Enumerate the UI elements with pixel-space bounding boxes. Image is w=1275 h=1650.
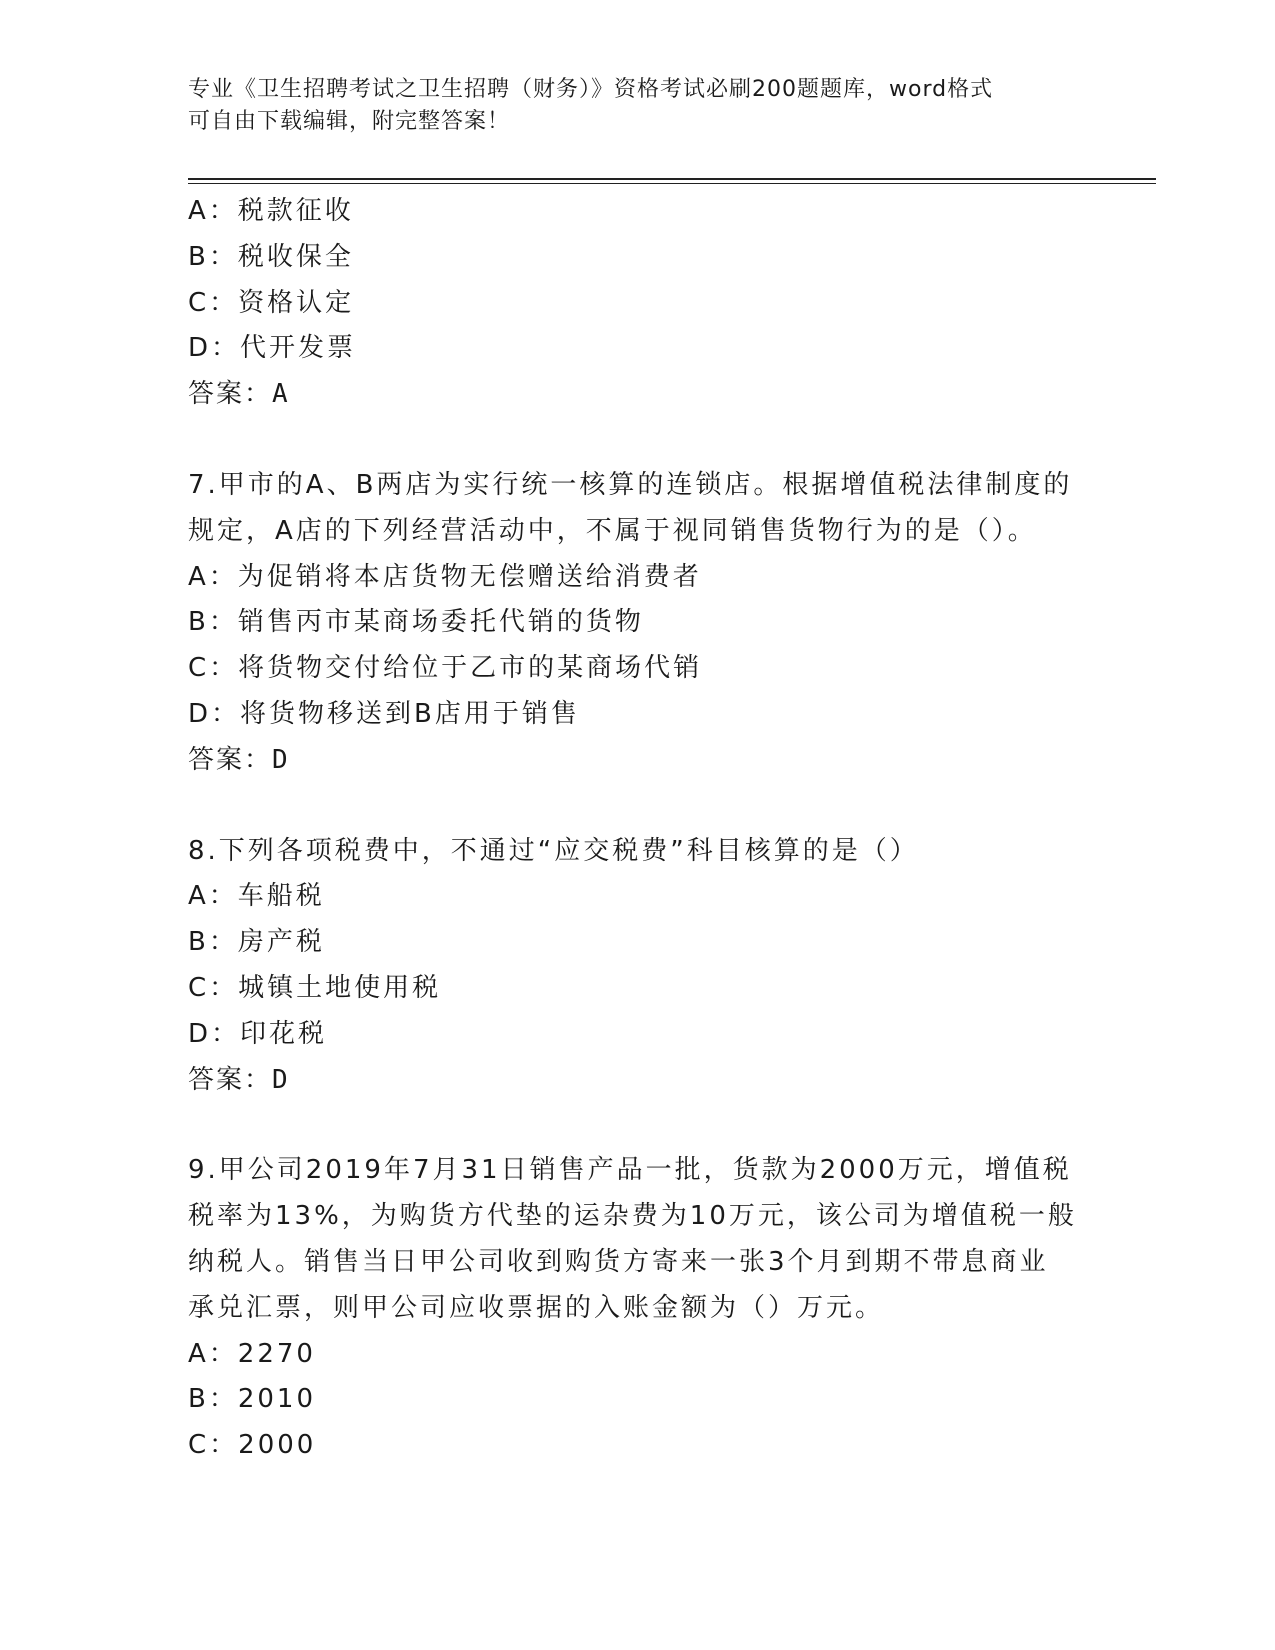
spacer [188, 784, 1088, 829]
question-stem-line: 9.甲公司2019年7月31日销售产品一批，货款为2000万元，增值税 [188, 1155, 1072, 1186]
option-a: A：为促销将本店货物无偿赠送给消费者 [188, 561, 702, 592]
option-a: A：车船税 [188, 881, 325, 912]
spacer [188, 418, 1088, 463]
question-7 [188, 463, 1088, 784]
question-stem-line: 承兑汇票，则甲公司应收票据的入账金额为（）万元。 [188, 1292, 885, 1323]
answer: 答案：A [188, 379, 290, 410]
question-stem-line: 纳税人。销售当日甲公司收到购货方寄来一张3个月到期不带息商业 [188, 1246, 1049, 1277]
header-rule-thick [188, 178, 1156, 180]
option-a: A：税款征收 [188, 196, 354, 226]
option-c: C：城镇土地使用税 [188, 972, 442, 1003]
question-list [188, 189, 1088, 1469]
option-b: B：房产税 [188, 927, 325, 958]
option-b: B：2010 [188, 1384, 317, 1415]
header-line-2: 可自由下载编辑，附完整答案！ [188, 109, 511, 134]
question-stem-line: 8.下列各项税费中，不通过“应交税费”科目核算的是（） [188, 835, 919, 866]
question-stem-line: 税率为13%，为购货方代垫的运杂费为10万元，该公司为增值税一般 [188, 1201, 1077, 1232]
question-stem-line: 规定，A店的下列经营活动中，不属于视同销售货物行为的是（）。 [188, 515, 1037, 546]
answer: 答案：D [188, 744, 290, 775]
page-header [188, 74, 1088, 138]
option-a: A：2270 [188, 1338, 316, 1369]
answer: 答案：D [188, 1064, 290, 1095]
option-b: B：税收保全 [188, 241, 354, 272]
header-line-1: 专业《卫生招聘考试之卫生招聘（财务）》资格考试必刷200题题库，word格式 [188, 77, 994, 102]
option-d: D：将货物移送到B店用于销售 [188, 698, 580, 729]
option-d: D：印花税 [188, 1018, 328, 1049]
option-d: D：代开发票 [188, 333, 357, 364]
option-b: B：销售丙市某商场委托代销的货物 [188, 607, 644, 638]
header-rule-thin [188, 183, 1156, 184]
question-9 [188, 1148, 1088, 1469]
question-stem-line: 7.甲市的A、B两店为实行统一核算的连锁店。根据增值税法律制度的 [188, 469, 1073, 500]
question-6 [188, 189, 1088, 418]
question-8 [188, 829, 1088, 1104]
option-c: C：将货物交付给位于乙市的某商场代销 [188, 653, 703, 684]
spacer [188, 1103, 1088, 1148]
option-c: C：2000 [188, 1430, 317, 1461]
option-c: C：资格认定 [188, 287, 355, 318]
